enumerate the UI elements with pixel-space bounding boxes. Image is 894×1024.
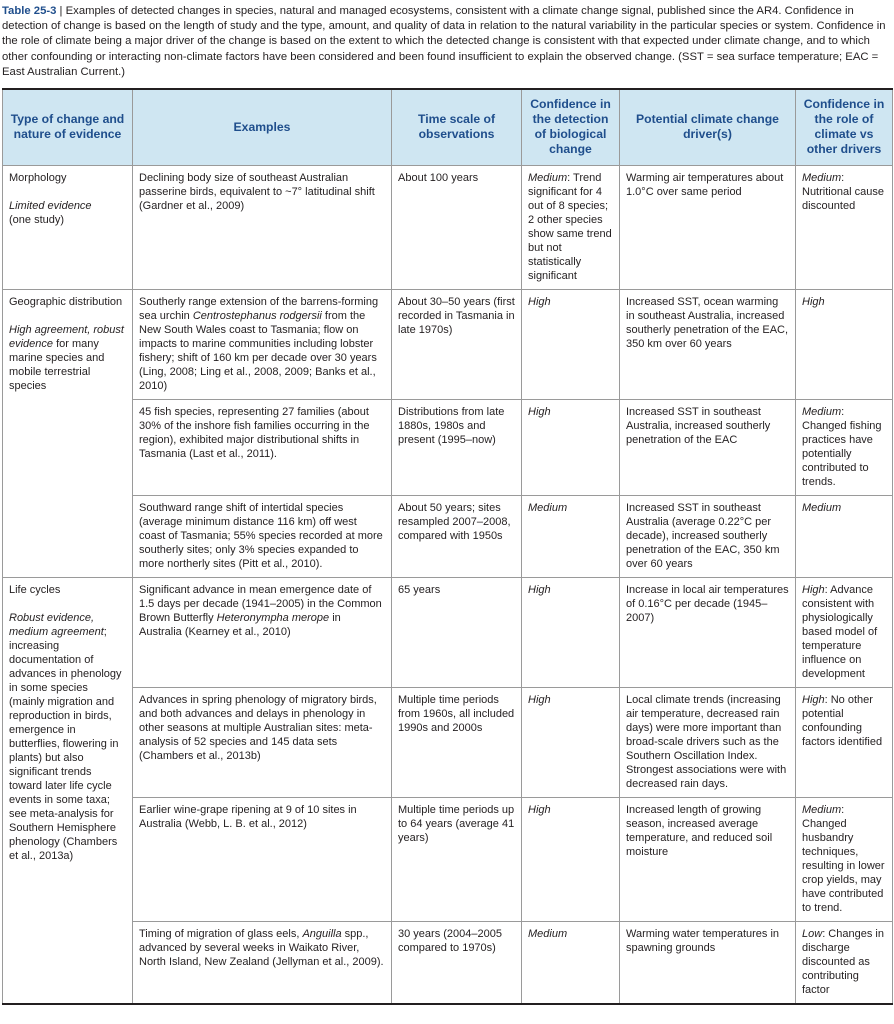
role-cell bbox=[796, 165, 893, 289]
detection-level: Medium bbox=[528, 171, 568, 184]
detection-level: Medium bbox=[528, 501, 568, 514]
example-cell bbox=[133, 289, 392, 399]
example-text: Southward range shift of intertidal species (average minimum distance 116 km) off west coast of Tasmania; 55% species recorded at more southerly sites; only 3% species expanded to more northerly sites (Pitt et al., 2010). bbox=[139, 501, 383, 570]
timescale-cell: About 30–50 years (first recorded in Tasmania in late 1970s) bbox=[392, 289, 522, 399]
header-detection: Confidence in the detection of biological change bbox=[522, 89, 620, 165]
table-row bbox=[3, 399, 893, 495]
table-header-row bbox=[3, 89, 893, 165]
driver-cell: Increased length of growing season, increased average temperature, and reduced soil moisture bbox=[620, 797, 796, 921]
role-level: Medium bbox=[802, 405, 842, 418]
driver-cell: Increased SST in southeast Australia (average 0.22°C per decade), increased southerly penetration of the EAC, 350 km over 60 years bbox=[620, 495, 796, 577]
driver-cell: Local climate trends (increasing air temperature, decreased rain days) were more important than broad-scale drivers such as the Southern Oscillation Index. Strongest associations were with decreased rain days. bbox=[620, 687, 796, 797]
category-cell bbox=[3, 289, 133, 577]
detection-level: High bbox=[528, 583, 551, 596]
role-note: : Changed husbandry techniques, resulting in lower crop yields, may have contributed to trend. bbox=[802, 803, 885, 914]
example-text-rest: spp., advanced by several weeks in Waikato River, North Island, New Zealand (Jellyman et al., 2009). bbox=[139, 927, 384, 968]
header-examples: Examples bbox=[133, 89, 392, 165]
timescale-cell: 30 years (2004–2005 compared to 1970s) bbox=[392, 921, 522, 1004]
role-note: : Nutritional cause discounted bbox=[802, 171, 884, 212]
header-type: Type of change and nature of evidence bbox=[3, 89, 133, 165]
table-row bbox=[3, 289, 893, 399]
role-cell bbox=[796, 921, 893, 1004]
role-cell bbox=[796, 577, 893, 687]
role-level: High bbox=[802, 693, 825, 706]
driver-cell: Increased SST, ocean warming in southeast Australia, increased southerly penetration of the EAC, 350 km over 60 years bbox=[620, 289, 796, 399]
category-name: Morphology bbox=[9, 171, 67, 184]
timescale-cell: About 50 years; sites resampled 2007–2008, compared with 1950s bbox=[392, 495, 522, 577]
timescale-cell: Multiple time periods up to 64 years (average 41 years) bbox=[392, 797, 522, 921]
example-text-rest: in Australia (Kearney et al., 2010) bbox=[139, 611, 341, 638]
category-cell bbox=[3, 165, 133, 289]
example-text: Significant advance in mean emergence date of 1.5 days per decade (1941–2005) in the Common Brown Butterfly bbox=[139, 583, 382, 624]
category-evidence: High agreement, robust evidence bbox=[9, 323, 124, 350]
category-name: Geographic distribution bbox=[9, 295, 123, 308]
category-evidence-rest: for many marine species and mobile terrestrial species bbox=[9, 337, 105, 392]
detection-level: High bbox=[528, 693, 551, 706]
detection-cell bbox=[522, 399, 620, 495]
example-cell bbox=[133, 797, 392, 921]
example-species: Heteronympha merope bbox=[216, 611, 330, 624]
table-caption bbox=[2, 4, 892, 80]
detection-cell bbox=[522, 577, 620, 687]
example-cell bbox=[133, 921, 392, 1004]
detection-cell bbox=[522, 495, 620, 577]
role-level: Medium bbox=[802, 803, 842, 816]
example-cell bbox=[133, 687, 392, 797]
example-text: Timing of migration of glass eels, bbox=[139, 927, 303, 940]
table-row bbox=[3, 577, 893, 687]
example-text: Earlier wine-grape ripening at 9 of 10 sites in Australia (Webb, L. B. et al., 2012) bbox=[139, 803, 357, 830]
detection-cell bbox=[522, 797, 620, 921]
category-evidence: Robust evidence, medium agreement bbox=[9, 611, 104, 638]
example-cell bbox=[133, 577, 392, 687]
timescale-cell: Distributions from late 1880s, 1980s and present (1995–now) bbox=[392, 399, 522, 495]
example-text-rest: from the New South Wales coast to Tasmania; flow on impacts to marine communities including lobster fishery; shift of 160 km per decade over 30 years (Ling, 2008; Ling et al., 2008, 2009; Banks et al., 2010) bbox=[139, 309, 377, 392]
driver-cell: Warming water temperatures in spawning grounds bbox=[620, 921, 796, 1004]
example-text: 45 fish species, representing 27 families (about 30% of the inshore fish families occurring in the region), exhibited major distributional shifts in Tasmania (Last et al., 2011). bbox=[139, 405, 370, 460]
category-evidence-rest: (one study) bbox=[9, 213, 65, 226]
role-note: : Advance consistent with physiologically based model of temperature influence on development bbox=[802, 583, 878, 680]
detection-level: High bbox=[528, 405, 551, 418]
detection-cell bbox=[522, 289, 620, 399]
header-role: Confidence in the role of climate vs other drivers bbox=[796, 89, 893, 165]
example-text: Southerly range extension of the barrens-forming sea urchin bbox=[139, 295, 379, 322]
evidence-table bbox=[2, 88, 893, 1005]
example-species: Anguilla bbox=[302, 927, 342, 940]
detection-level: Medium bbox=[528, 927, 568, 940]
table-row bbox=[3, 797, 893, 921]
role-cell bbox=[796, 289, 893, 399]
role-note: : Changed fishing practices have potentially contributed to trends. bbox=[802, 405, 882, 488]
example-species: Centrostephanus rodgersii bbox=[192, 309, 322, 322]
detection-cell bbox=[522, 687, 620, 797]
role-level: High bbox=[802, 295, 825, 308]
category-evidence: Limited evidence bbox=[9, 199, 92, 212]
detection-level: High bbox=[528, 803, 551, 816]
role-level: High bbox=[802, 583, 825, 596]
driver-cell: Warming air temperatures about 1.0°C over same period bbox=[620, 165, 796, 289]
table-row bbox=[3, 687, 893, 797]
category-name: Life cycles bbox=[9, 583, 61, 596]
role-cell bbox=[796, 797, 893, 921]
timescale-cell: 65 years bbox=[392, 577, 522, 687]
driver-cell: Increase in local air temperatures of 0.16°C per decade (1945–2007) bbox=[620, 577, 796, 687]
detection-level: High bbox=[528, 295, 551, 308]
role-cell bbox=[796, 687, 893, 797]
category-evidence-rest: ; increasing documentation of advances in phenology in some species (mainly migration and reproduction in birds, emergence in butterflies, flowering in plants) but also significant trends toward later life cycle events in some taxa; see meta-analysis for Southern Hemisphere phenology (Chambers et al., 2013a) bbox=[9, 625, 122, 862]
example-text: Advances in spring phenology of migratory birds, and both advances and delays in phenology in other seasons at multiple Australian sites: meta-analysis of 52 species and 145 data sets (Chambers et al., 2013b) bbox=[139, 693, 377, 762]
detection-note: : Trend significant for 4 out of 8 species; 2 other species show same trend but not statistically significant bbox=[528, 171, 612, 282]
table-row bbox=[3, 921, 893, 1004]
example-cell bbox=[133, 495, 392, 577]
example-cell bbox=[133, 399, 392, 495]
header-driver: Potential climate change driver(s) bbox=[620, 89, 796, 165]
role-level: Medium bbox=[802, 501, 842, 514]
role-note: : No other potential confounding factors identified bbox=[802, 693, 883, 748]
caption-text: Examples of detected changes in species, natural and managed ecosystems, consistent with a climate change signal, published since the AR4. Confidence in detection of change is based on the length of study and the type, amount, and quality of data in relation to the natural variability in the particular species or system. Confidence in the role of climate being a major driver of the change is based on the extent to which the detected change is consistent with that expected under climate change, and to which other confounding or interacting non-climate factors have been considered and been found insufficient to explain the observed change. (SST = sea surface temperature; EAC = East Australian Current.) bbox=[2, 5, 886, 78]
role-cell bbox=[796, 399, 893, 495]
header-timescale: Time scale of observations bbox=[392, 89, 522, 165]
driver-cell: Increased SST in southeast Australia, increased southerly penetration of the EAC bbox=[620, 399, 796, 495]
category-cell bbox=[3, 577, 133, 1004]
role-cell bbox=[796, 495, 893, 577]
role-level: Medium bbox=[802, 171, 842, 184]
table-row bbox=[3, 165, 893, 289]
detection-cell bbox=[522, 921, 620, 1004]
timescale-cell: About 100 years bbox=[392, 165, 522, 289]
example-text: Declining body size of southeast Australian passerine birds, equivalent to ~7° latitudinal shift (Gardner et al., 2009) bbox=[139, 171, 375, 212]
role-level: Low bbox=[802, 927, 823, 940]
example-cell bbox=[133, 165, 392, 289]
table-label: Table 25-3 bbox=[2, 5, 57, 17]
caption-separator: | bbox=[56, 5, 66, 17]
role-note: : Changes in discharge discounted as contributing factor bbox=[802, 927, 884, 996]
detection-cell bbox=[522, 165, 620, 289]
timescale-cell: Multiple time periods from 1960s, all included 1990s and 2000s bbox=[392, 687, 522, 797]
table-row bbox=[3, 495, 893, 577]
